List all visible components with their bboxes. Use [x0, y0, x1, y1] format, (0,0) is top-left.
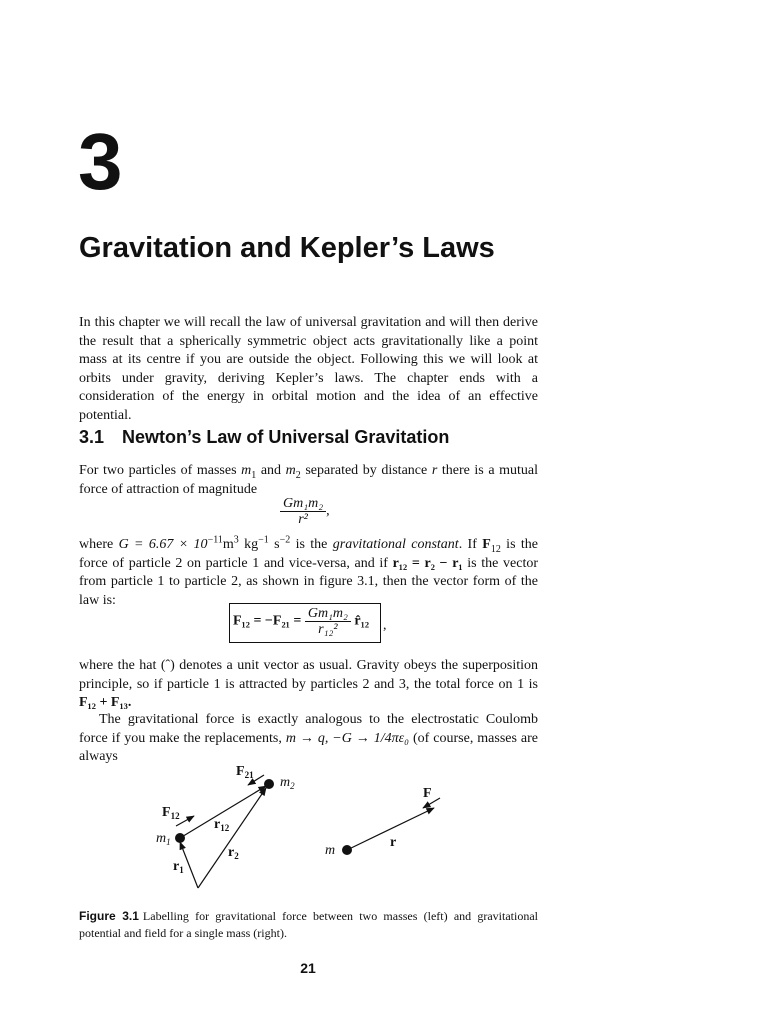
label-f21: $F_{21}$ [236, 764, 254, 780]
mass-m1 [175, 833, 185, 843]
section-heading [79, 426, 449, 448]
boxed-vector-law [229, 603, 381, 643]
figure-diagram [140, 758, 470, 898]
chapter-number: 3 [78, 117, 122, 206]
caption-text: Labelling for gravitational force between two masses (left) and gravitational potential and field for a single mass (right). [79, 909, 538, 940]
label-r: r [390, 835, 397, 850]
label-r12: $r_{12}$ [214, 817, 230, 833]
paragraph-coulomb: The gravitational force is exactly analogous to the electrostatic Coulomb force if you make the replacements, m → q, −G → 1/4πε₀ (of course, masses are always [79, 712, 538, 764]
eq1-numerator: Gm₁m₂ [280, 496, 326, 512]
label-m: m [325, 843, 336, 858]
boxed-rhat: r̂₁₂ [350, 613, 370, 629]
paragraph-gconstant: where $G = 6.67 \times 10^{-11}m^3$ $kg^{-1}$ $s^{-2}$ is the gravitational constant. If $F_{12}$ is the force of particle 2 on particle 1 and vice-versa, and if r₁₂ = r₂ − r₁ is the vector from particle 1 to particle 2, as shown in figure 3.1, then the vector form of the law is: [79, 534, 539, 608]
paragraph-superposition: where the hat (ˆ) denotes a unit vector as usual. Gravity obeys the superposition principle, so if particle 1 is attracted by particles 2 and 3, the total force on 1 is F₁₂ + F₁₃. [79, 658, 538, 710]
mass-m [342, 845, 352, 855]
section-number: 3.1 [79, 427, 105, 447]
figure-3-1 [140, 758, 470, 898]
eq1-denominator: r² [298, 512, 308, 527]
r2-vector [198, 788, 266, 888]
chapter-abstract [79, 314, 538, 425]
label-r1: $r_1$ [173, 859, 184, 875]
caption-label: Figure 3.1 [79, 909, 139, 923]
figure-caption [79, 908, 538, 942]
abstract-text: In this chapter we will recall the law of universal gravitation and will then derive the result that a spherically symmetric object acts gravitationally like a point mass at its centre if you are outside the object. Following this we will look at orbits under gravity, deriving Kepler’s laws. The chapter ends with a consideration of the energy in orbital motion and the idea of an effective potential. [79, 315, 538, 423]
term-gravitational-constant: gravitational constant [332, 537, 459, 552]
label-m1: $m_1$ [156, 831, 171, 847]
label-f12: $F_{12}$ [162, 805, 180, 821]
paragraph-masses: For two particles of masses $m_1$ and $m_2$ separated by distance r there is a mutual force of attraction of magnitude [79, 463, 539, 497]
label-m2: $m_2$ [280, 775, 295, 791]
boxed-denominator: r₁₂² [318, 622, 338, 637]
boxed-trailing-comma: , [383, 618, 387, 633]
page-number: 21 [300, 960, 316, 976]
chapter-title: Gravitation and Kepler’s Laws [79, 232, 495, 264]
boxed-numerator: Gm₁m₂ [305, 606, 351, 622]
label-r2: $r_2$ [228, 845, 239, 861]
section-title: Newton’s Law of Universal Gravitation [122, 427, 450, 447]
boxed-lhs: F₁₂ = −F₂₁ = [233, 613, 305, 629]
equation-magnitude: $\frac{\text{Gm₁m₂}}{\text{r²}}$ , [280, 496, 330, 527]
label-f: F [423, 786, 432, 801]
mass-m2 [264, 779, 274, 789]
